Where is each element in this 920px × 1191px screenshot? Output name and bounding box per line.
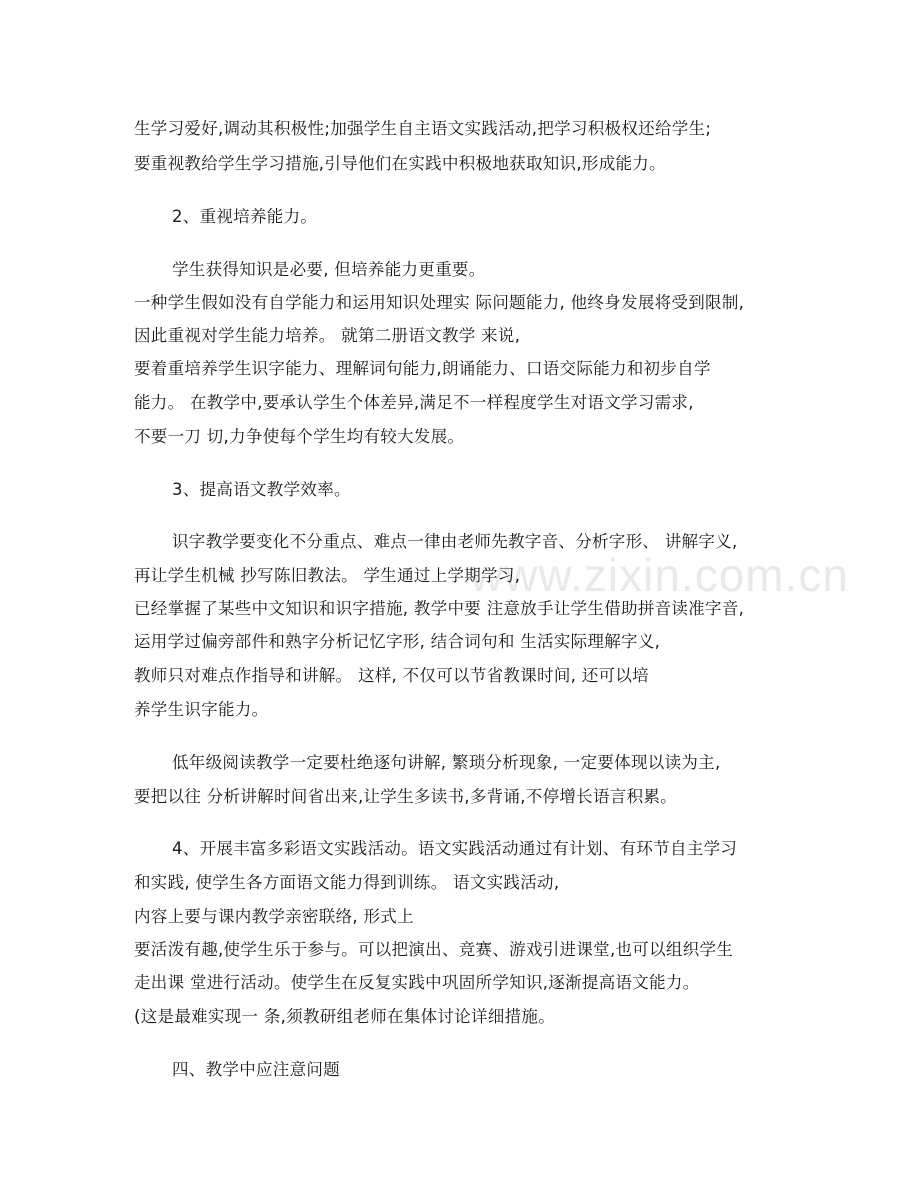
text-line: 教师只对难点作指导和讲解。 这样, 不仅可以节省教课时间, 还可以培: [134, 666, 649, 685]
text-line: 要重视教给学生学习措施,引导他们在实践中积极地获取知识,形成能力。: [134, 154, 666, 173]
text-line: 已经掌握了某些中文知识和识字措施, 教学中要 注意放手让学生借助拼音读准字音,: [134, 599, 745, 618]
text-line: 因此重视对学生能力培养。 就第二册语文教学 来说,: [134, 326, 521, 345]
text-line: 运用学过偏旁部件和熟字分析记忆字形, 结合词句和 生活实际理解字义,: [134, 632, 661, 651]
text-line: 要把以往 分析讲解时间省出来,让学生多读书,多背诵,不停增长语言积累。: [134, 787, 677, 806]
text-line: 学生获得知识是必要, 但培养能力更重要。: [172, 260, 486, 279]
text-line: 要着重培养学生识字能力、理解词句能力,朗诵能力、口语交际能力和初步自学: [134, 359, 711, 378]
section-heading: 4、开展丰富多彩语文实践活动。语文实践活动通过有计划、有环节自主学习: [172, 839, 738, 858]
text-line: 再让学生机械 抄写陈旧教法。 学生通过上学期学习,: [134, 566, 521, 585]
text-line: 识字教学要变化不分重点、难点一律由老师先教字音、分析字形、 讲解字义,: [172, 532, 738, 551]
section-heading: 2、重视培养能力。: [172, 207, 318, 226]
text-line: 低年级阅读教学一定要杜绝逐句讲解, 繁琐分析现象, 一定要体现以读为主,: [172, 753, 721, 772]
text-line: 和实践, 使学生各方面语文能力得到训练。 语文实践活动,: [134, 873, 560, 892]
text-line: 能力。 在教学中,要承认学生个体差异,满足不一样程度学生对语文学习需求,: [134, 393, 694, 412]
text-line: 生学习爱好,调动其积极性;加强学生自主语文实践活动,把学习积极权还给学生;: [134, 119, 712, 138]
watermark: www.zixin.com.cn: [470, 549, 849, 601]
text-line: 内容上要与课内教学亲密联络, 形式上: [134, 907, 414, 926]
section-heading: 3、提高语文教学效率。: [172, 480, 351, 499]
text-line: (这是最难实现一 条,须教研组老师在集体讨论详细措施。: [134, 1007, 556, 1026]
text-line: 要活泼有趣,使学生乐于参与。可以把演出、竞赛、游戏引进课堂,也可以组织学生: [134, 940, 734, 959]
text-line: 养学生识字能力。: [134, 700, 269, 719]
text-line: 不要一刀 切,力争使每个学生均有较大发展。: [134, 427, 465, 446]
section-heading: 四、教学中应注意问题: [172, 1060, 340, 1079]
text-line: 一种学生假如没有自学能力和运用知识处理实 际问题能力, 他终身发展将受到限制,: [134, 293, 745, 312]
text-line: 走出课 堂进行活动。使学生在反复实践中巩固所学知识,逐渐提高语文能力。: [134, 973, 700, 992]
